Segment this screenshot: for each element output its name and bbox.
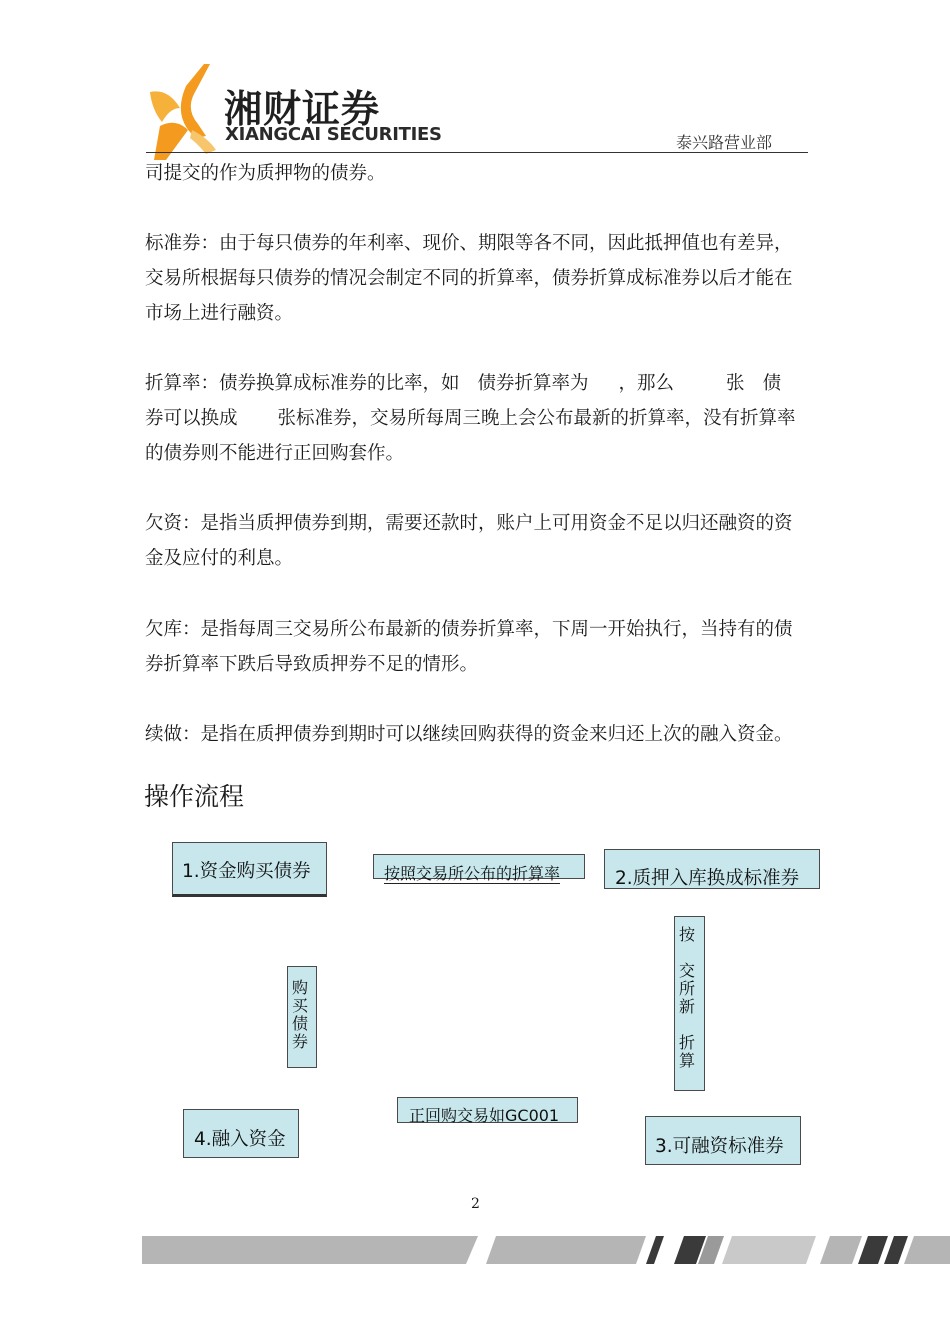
flow-step-1: 1.资金购买债券	[172, 842, 327, 897]
paragraph-rollover: 续做：是指在质押债券到期时可以继续回购获得的资金来归还上次的融入资金。	[145, 724, 793, 745]
flow-label-conversion-rate-text: 按照交易所公布的折算率	[384, 864, 561, 883]
vertical-char: 购	[292, 978, 309, 997]
brand-name-en: XIANGCAI SECURITIES	[225, 124, 442, 145]
section-title: 操作流程	[144, 782, 245, 811]
conversion-text-b: 债券折算率为	[477, 373, 589, 394]
conversion-text-f: 券可以换成	[145, 408, 238, 429]
header-rule	[146, 152, 808, 153]
flow-label-by-exchange-rate	[674, 916, 705, 1091]
paragraph-pledge-end: 司提交的作为质押物的债券。	[145, 163, 386, 184]
vertical-char: 算	[679, 1051, 696, 1070]
footer-band	[142, 1236, 950, 1264]
paragraph-fund-shortage: 欠资：是指当质押债券到期，需要还款时，账户上可用资金不足以归还融资的资金及应付的利息。	[145, 513, 793, 569]
brand-name-cn: 湘财证券	[224, 87, 381, 131]
vertical-gap	[679, 1016, 704, 1034]
flow-step-3: 3.可融资标准券	[645, 1116, 801, 1165]
flow-step-4: 4.融入资金	[183, 1109, 299, 1158]
flow-label-buy-bonds	[287, 966, 317, 1068]
vertical-char: 所	[679, 979, 696, 998]
vertical-char: 折	[679, 1033, 696, 1052]
paragraph-standard-bond: 标准券：由于每只债券的年利率、现价、期限等各不同，因此抵押值也有差异，交易所根据每只债券的情况会制定不同的折算率，债券折算成标准券以后才能在市场上进行融资。	[145, 233, 793, 324]
vertical-char: 债	[292, 1014, 309, 1033]
branch-name: 泰兴路营业部	[676, 133, 773, 152]
flow-label-conversion-rate	[373, 854, 585, 883]
page-number: 2	[471, 1196, 480, 1212]
vertical-gap	[679, 944, 704, 962]
flow-step-2: 2.质押入库换成标准券	[604, 849, 820, 889]
paragraph-conversion-rate	[145, 366, 809, 471]
conversion-text-a: 折算率：债券换算成标准券的比率，如	[145, 373, 460, 394]
paragraph-collateral-shortage: 欠库：是指每周三交易所公布最新的债券折算率，下周一开始执行，当持有的债券折算率下跌后导致质押券不足的情形。	[145, 619, 793, 675]
vertical-char: 按	[679, 925, 696, 944]
vertical-char: 券	[292, 1032, 309, 1051]
conversion-text-d: 张	[726, 373, 745, 394]
conversion-text-e: 债	[762, 373, 782, 394]
flow-label-repo: 正回购交易如GC001	[397, 1097, 578, 1123]
vertical-char: 新	[679, 997, 696, 1016]
conversion-text-g: 张标准券，交易所每周三晚上会公布最新的折算率，没有折算率的债券则不能进行正回购套作。	[145, 408, 796, 464]
conversion-text-c: ，那么	[618, 373, 675, 394]
vertical-char: 交	[679, 961, 696, 980]
vertical-char: 买	[292, 996, 309, 1015]
